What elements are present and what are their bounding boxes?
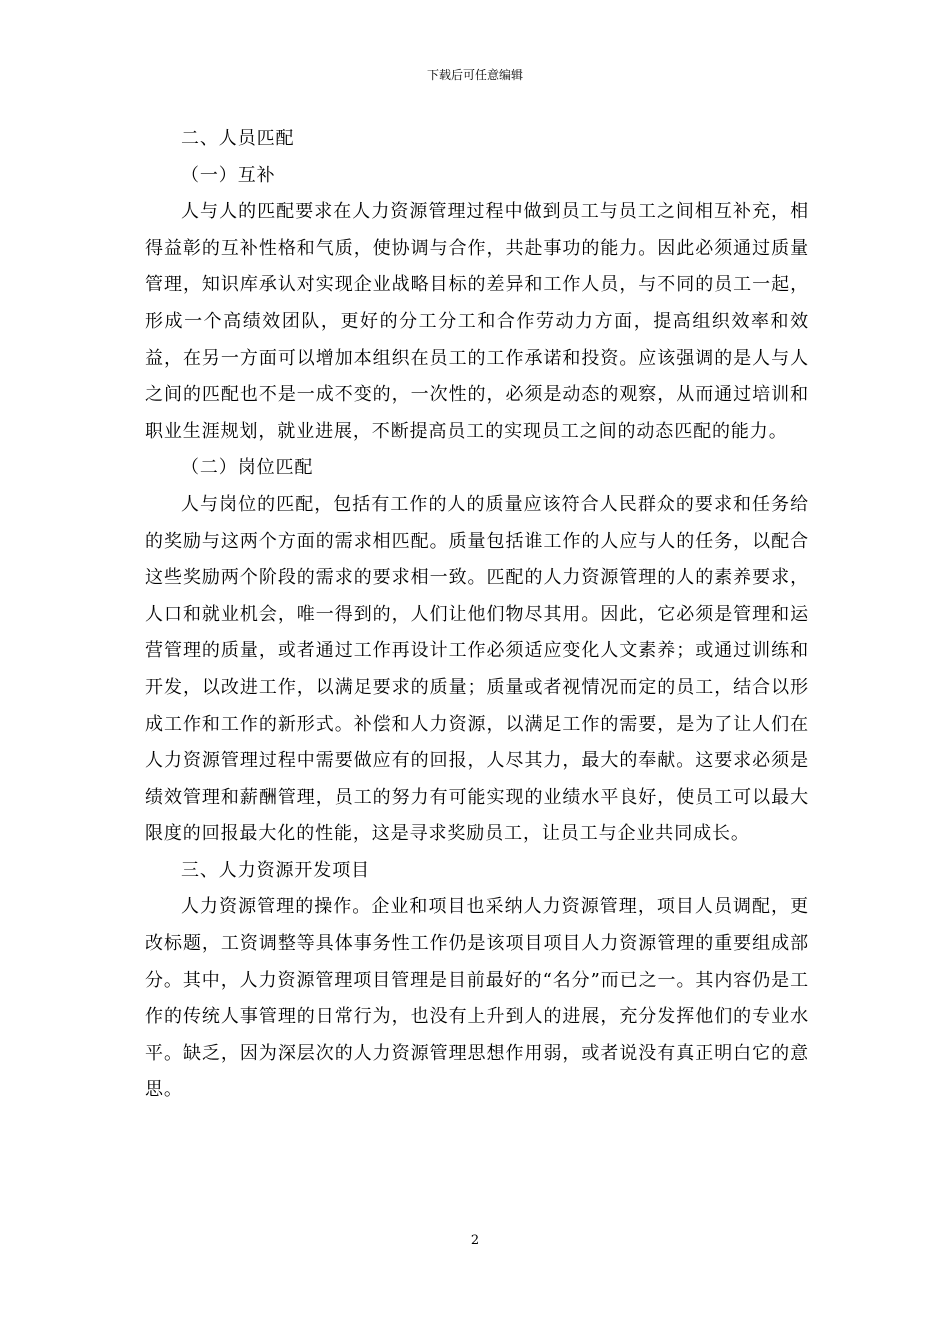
paragraph-complement: 人与人的匹配要求在人力资源管理过程中做到员工与员工之间相互补充，相得益彰的互补性格和气质，使协调与合作，共赴事功的能力。因此必须通过质量管理，知识库承认对实现企业战略目标的差异和工作人员，与不同的员工一起，形成一个高绩效团队，更好的分工分工和合作劳动力方面，提高组织效率和效益，在另一方面可以增加本组织在员工的工作承诺和投资。应该强调的是人与人之间的匹配也不是一成不变的，一次性的，必须是动态的观察，从而通过培训和职业生涯规划，就业进展，不断提高员工的实现员工之间的动态匹配的能力。 (145, 201, 809, 442)
paragraph-position-matching: 人与岗位的匹配，包括有工作的人的质量应该符合人民群众的要求和任务给的奖励与这两个方面的需求相匹配。质量包括谁工作的人应与人的任务，以配合这些奖励两个阶段的需求的要求相一致。匹配的人力资源管理的人的素养要求，人口和就业机会，唯一得到的，人们让他们物尽其用。因此，它必须是管理和运营管理的质量，或者通过工作再设计工作必须适应变化人文素养；或通过训练和开发，以改进工作，以满足要求的质量；质量或者视情况而定的员工，结合以形成工作和工作的新形式。补偿和人力资源，以满足工作的需要，是为了让人们在人力资源管理过程中需要做应有的回报，人尽其力，最大的奉献。这要求必须是绩效管理和薪酬管理，员工的努力有可能实现的业绩水平良好，使员工可以最大限度的回报最大化的性能，这是寻求奖励员工，让员工与企业共同成长。 (145, 493, 809, 845)
subsection-heading-position-matching: （二）岗位匹配 (181, 457, 314, 479)
page-number: 2 (470, 1233, 480, 1248)
section-heading-hr-development: 三、人力资源开发项目 (181, 859, 370, 881)
page-header: 下载后可任意编辑 (426, 68, 523, 82)
paragraph-hr-development: 人力资源管理的操作。企业和项目也采纳人力资源管理，项目人员调配，更改标题，工资调整等具体事务性工作仍是该项目项目人力资源管理的重要组成部分。其中，人力资源管理项目管理是目前最好的“名分”而已之一。其内容仍是工作的传统人事管理的日常行为，也没有上升到人的进展，充分发挥他们的专业水平。缺乏，因为深层次的人力资源管理思想作用弱，或者说没有真正明白它的意思。 (145, 896, 809, 1101)
subsection-heading-complement: （一）互补 (181, 164, 276, 186)
document-body (145, 121, 809, 1109)
section-heading-personnel-matching: 二、人员匹配 (181, 128, 295, 149)
